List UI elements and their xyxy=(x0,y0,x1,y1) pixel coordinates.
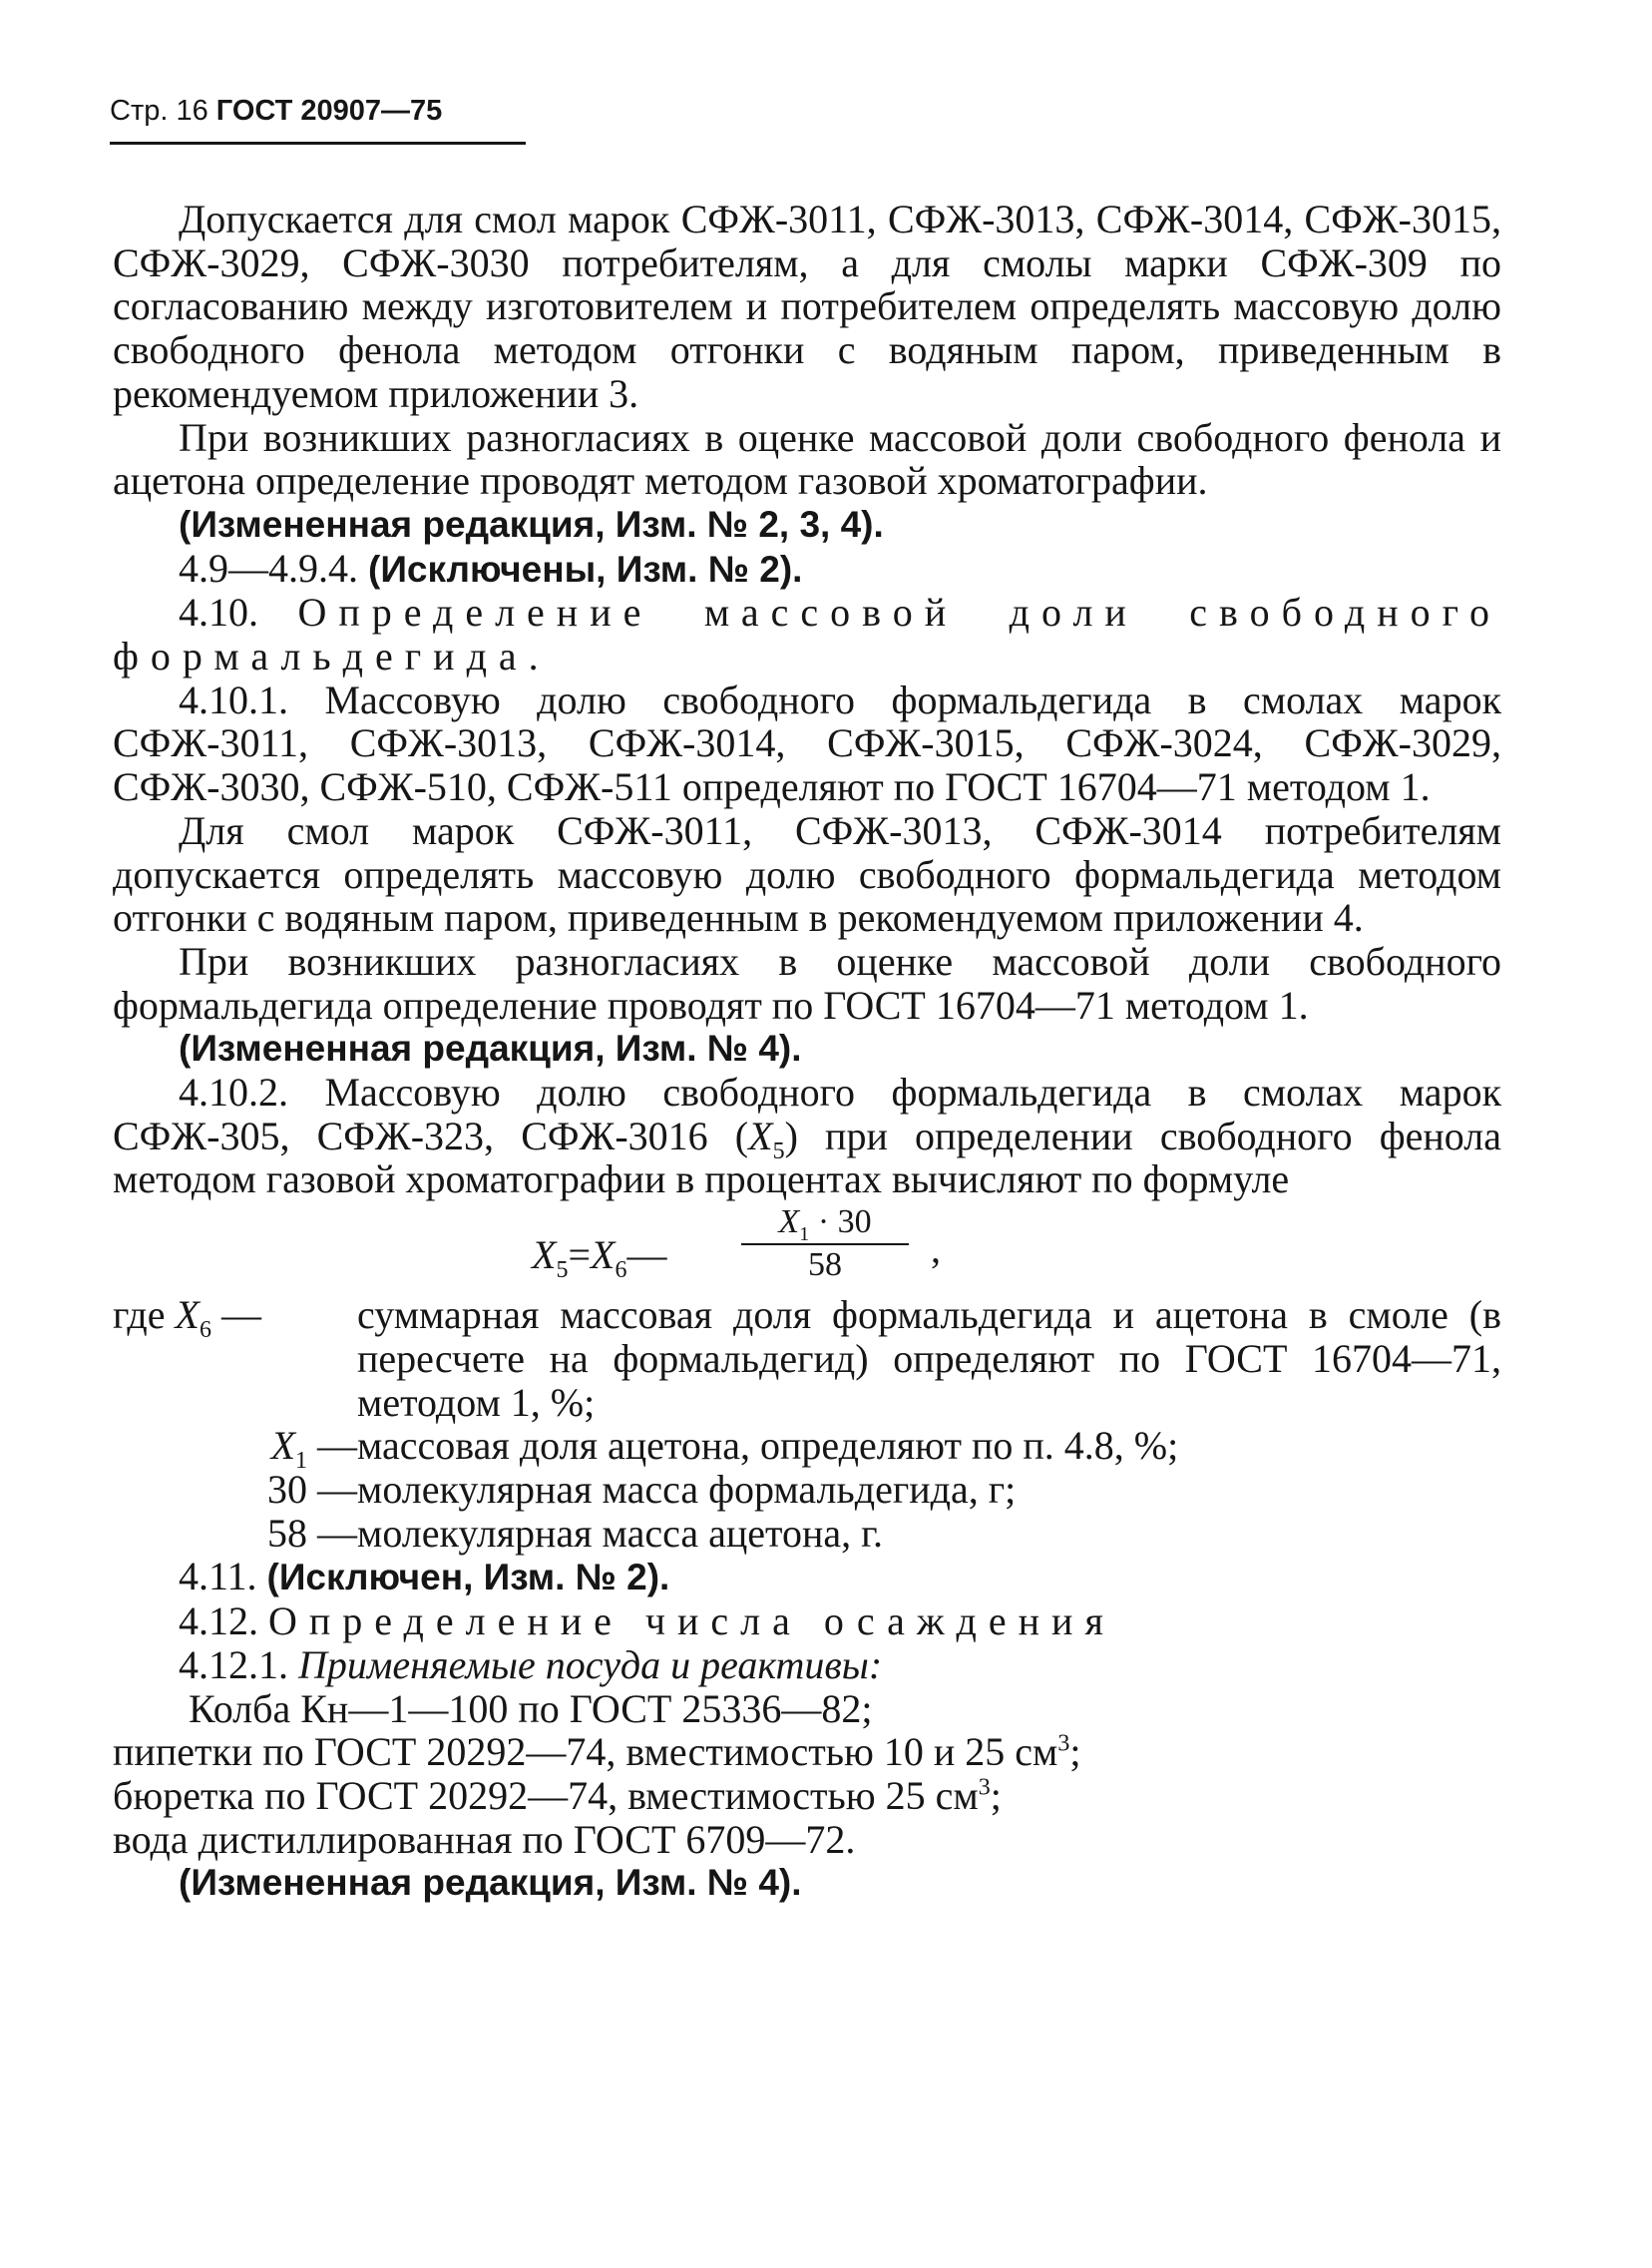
where-var: X xyxy=(175,1292,200,1338)
formula-numerator-rest: · 30 xyxy=(809,1203,872,1241)
formula-denominator: 58 xyxy=(808,1246,842,1284)
variable-x: X xyxy=(748,1113,773,1158)
page-body xyxy=(113,198,1501,1905)
list-item-pipettes xyxy=(113,1730,1501,1774)
paragraph-consumers-formaldehyde: Для смол марок СФЖ-3011, СФЖ-3013, СФЖ-3014 потребителям допускается определять массовую долю свободного формальдегида методом отгонки с водяным паром, приведенным в рекомендуемом приложении 4. xyxy=(113,807,1501,941)
list-item-text: пипетки по ГОСТ 20292—74, вместимостью 10 и 25 см xyxy=(113,1729,1058,1775)
page-number: Стр. 16 xyxy=(110,95,208,127)
where-item-58 xyxy=(113,1512,1501,1556)
where-lead xyxy=(113,1423,357,1475)
formula-var-x6: X xyxy=(591,1232,616,1278)
document-id: ГОСТ 20907—75 xyxy=(215,95,443,127)
formula-sub-1: 1 xyxy=(799,1222,810,1245)
formula-sub-6: 6 xyxy=(615,1257,627,1284)
formula-var-x5: X xyxy=(532,1232,557,1278)
where-dash: — xyxy=(307,1510,357,1556)
paragraph-disagreement-phenol: При возникших разногласиях в оценке массовой доли свободного фенола и ацетона определение проводят методом газовой хроматографии. xyxy=(113,414,1501,504)
clause-4-12-1 xyxy=(113,1643,1501,1687)
where-text: молекулярная масса ацетона, г. xyxy=(357,1510,883,1556)
where-lead xyxy=(113,1512,357,1556)
where-text: молекулярная масса формальдегида, г; xyxy=(357,1466,1017,1512)
section-title: Определение массовой доли свободного формальдегида. xyxy=(113,590,1502,680)
list-item-water: вода дистиллированная по ГОСТ 6709—72. xyxy=(113,1816,856,1862)
formula-lhs xyxy=(532,1232,667,1284)
clause-number: 4.11. xyxy=(179,1554,257,1599)
paragraph-consumers-phenol: Допускается для смол марок СФЖ-3011, СФЖ-3013, СФЖ-3014, СФЖ-3015, СФЖ-3029, СФЖ-3030 потребителям, а для смолы марки СФЖ-309 по согласованию между изготовителем и потребителем определять массовую долю свободного фенола методом отгонки с водяным паром, приведенным в рекомендуемом приложении 3. xyxy=(113,197,1501,416)
where-text: массовая доля ацетона, определяют по п. 4.8, %; xyxy=(357,1423,1179,1469)
where-number: 30 xyxy=(267,1466,307,1512)
formula-sub-5: 5 xyxy=(556,1257,569,1284)
where-word: где xyxy=(113,1292,176,1338)
clause-4-10-1: 4.10.1. Массовую долю свободного формальдегида в смолах марок СФЖ-3011, СФЖ-3013, СФЖ-3014, СФЖ-3015, СФЖ-3024, СФЖ-3029, СФЖ-3030, СФЖ-510, СФЖ-511 определяют по ГОСТ 16704—71 методом 1. xyxy=(113,677,1501,810)
paragraph-disagreement-formaldehyde: При возникших разногласиях в оценке массовой доли свободного формальдегида определение проводят по ГОСТ 16704—71 методом 1. xyxy=(113,938,1501,1028)
clause-4-11 xyxy=(113,1555,1501,1599)
clause-excluded-note: (Исключены, Изм. № 2). xyxy=(368,548,803,590)
variable-subscript: 5 xyxy=(772,1137,785,1164)
clause-4-9 xyxy=(113,547,1501,592)
list-item-text: бюретка по ГОСТ 20292—74, вместимостью 25 см xyxy=(113,1772,979,1818)
list-item-end: ; xyxy=(990,1772,1002,1818)
where-lead xyxy=(113,1293,357,1424)
page-header xyxy=(110,92,526,145)
clause-text-start: 4.10.2. Массовую долю свободного формальдегида в смолах марок СФЖ-305, СФЖ-323, СФЖ-3016 ( xyxy=(113,1070,1501,1158)
section-number: 4.12. xyxy=(179,1598,258,1644)
amendment-note-2: (Измененная редакция, Изм. № 4). xyxy=(179,1028,802,1070)
clause-text-end: ) при определении свободного фенола методом газовой хроматографии в процентах вычисляют по формуле xyxy=(113,1113,1501,1202)
clause-title: Применяемые посуда и реактивы: xyxy=(298,1641,883,1687)
formula-numerator xyxy=(741,1203,909,1245)
where-dash: — xyxy=(210,1292,261,1338)
formula-fraction xyxy=(741,1203,909,1285)
where-sub: 6 xyxy=(199,1317,211,1344)
list-item-burette xyxy=(113,1774,1501,1818)
section-title: Определение числа осаждения xyxy=(268,1598,1115,1644)
formula-var-x1: X xyxy=(778,1203,800,1241)
where-item-x1 xyxy=(113,1423,1501,1475)
list-item-flask: Колба Кн—1—100 по ГОСТ 25336—82; xyxy=(189,1685,873,1731)
formula-x5 xyxy=(113,1201,1501,1293)
where-dash: — xyxy=(307,1466,357,1512)
amendment-note-1: (Измененная редакция, Изм. № 2, 3, 4). xyxy=(179,503,884,545)
formula-equals: = xyxy=(568,1232,591,1278)
list-item-end: ; xyxy=(1069,1729,1081,1775)
clause-number: 4.12.1. xyxy=(179,1641,288,1687)
section-number: 4.10. xyxy=(179,590,258,636)
section-heading-4-12 xyxy=(113,1599,1501,1643)
section-heading-4-10 xyxy=(113,591,1501,678)
clause-4-10-2 xyxy=(113,1071,1501,1201)
amendment-note-3: (Измененная редакция, Изм. № 4). xyxy=(179,1862,802,1904)
where-text: суммарная массовая доля формальдегида и ацетона в смоле (в пересчете на формальдегид) определяют по ГОСТ 16704—71, методом 1, %; xyxy=(357,1292,1501,1425)
where-number: 58 xyxy=(267,1510,307,1556)
formula-minus: — xyxy=(626,1232,667,1278)
where-item-x6 xyxy=(113,1293,1501,1424)
formula-comma: , xyxy=(931,1226,941,1272)
unit-superscript: 3 xyxy=(1057,1730,1070,1757)
where-dash: — xyxy=(307,1423,357,1469)
where-lead xyxy=(113,1468,357,1512)
unit-superscript: 3 xyxy=(978,1774,991,1801)
where-item-30 xyxy=(113,1468,1501,1512)
clause-excluded-note: (Исключен, Изм. № 2). xyxy=(266,1557,670,1598)
clause-number: 4.9—4.9.4. xyxy=(179,545,358,591)
where-sub: 1 xyxy=(295,1448,307,1475)
where-var: X xyxy=(270,1423,295,1469)
